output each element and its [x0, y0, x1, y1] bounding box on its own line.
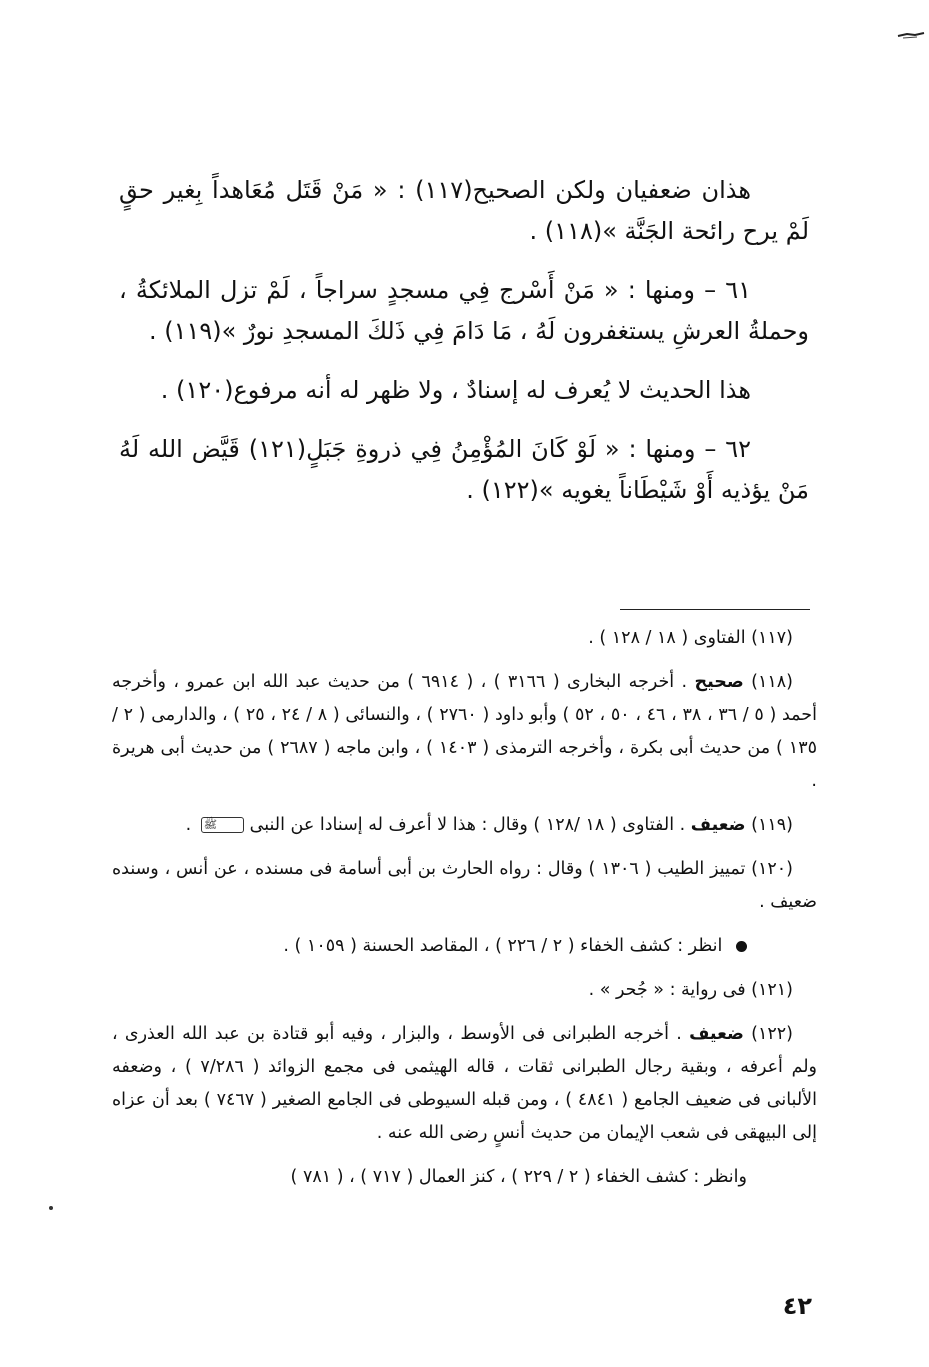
footnote-122-grade: ضعيف — [689, 1024, 744, 1044]
footnote-119-text: . الفتاوى ( ١٨ /١٢٨ ) وقال : هذا لا أعرف له إسنادا عن النبى — [249, 815, 686, 835]
paragraph-4-line-1: ٦٢ – ومنها : « لَوْ كَانَ المُؤْمِنُ فِي ذروةِ جَبَلٍ(١٢١) قَيَّض الله لَهُ مَنْ — [119, 435, 809, 504]
paragraph-1-line-2: رائحة الجَنَّة »(١١٨) . — [529, 217, 736, 245]
footnote-120-see-text: انظر : كشف الخفاء ( ٢ / ٢٢٦ ) ، المقاصد الحسنة ( ١٠٥٩ ) . — [283, 936, 723, 956]
salla-symbol: ﷺ — [201, 817, 244, 833]
footnote-122 — [112, 1018, 817, 1150]
paragraph-4-line-2: يؤذيه أَوْ شَيْطَاناً يغويه »(١٢٢) . — [466, 476, 771, 504]
scan-speck — [49, 1206, 53, 1210]
paragraph-3: هذا الحديث لا يُعرف له إسنادٌ ، ولا ظهر له أنه مرفوع(١٢٠) . — [160, 376, 751, 404]
footnote-119-end: . — [185, 815, 192, 835]
footnote-120: (١٢٠) تمييز الطيب ( ١٣٠٦ ) وقال : رواه الحارث بن أبى أسامة فى مسنده ، عن أنس ، وسنده ضعيف . — [112, 859, 817, 912]
paragraph-1 — [119, 170, 809, 252]
paragraph-2-line-1: ٦١ – ومنها : « مَنْ أَسْرج فِي مسجدٍ سراجاً ، لَمْ تزل الملائكةُ ، وحملةُ — [119, 276, 809, 345]
footnote-119-number: (١١٩) — [751, 815, 793, 835]
paragraph-4 — [119, 429, 809, 511]
footnotes — [112, 622, 817, 1205]
footnote-divider — [620, 609, 810, 610]
footnote-118 — [112, 666, 817, 798]
footnote-118-number: (١١٨) — [751, 672, 793, 692]
footnote-120-see-also — [112, 930, 817, 963]
footnote-117: (١١٧) الفتاوى ( ١٨ / ١٢٨ ) . — [588, 628, 793, 648]
scan-artifact-mark — [897, 30, 925, 40]
footnote-122-number: (١٢٢) — [751, 1024, 793, 1044]
page-number: ٤٢ — [782, 1292, 812, 1320]
paragraph-1-line-1: هذان ضعفيان ولكن الصحيح(١١٧) : « مَنْ قَتَل مُعَاهداً بِغير حقٍ لَمْ يرح — [119, 176, 809, 245]
footnote-118-grade: صحيح — [694, 672, 744, 692]
bullet-icon — [736, 941, 747, 952]
main-text — [119, 170, 809, 529]
paragraph-2 — [119, 270, 809, 352]
footnote-119-grade: ضعيف — [690, 815, 746, 835]
footnote-121: (١٢١) فى رواية : « جُحر » . — [588, 980, 793, 1000]
footnote-119 — [112, 809, 817, 842]
footnote-122-see-also: وانظر : كشف الخفاء ( ٢ / ٢٢٩ ) ، كنز العمال ( ٧١٧ ) ، ( ٧٨١ ) — [290, 1167, 747, 1187]
footnote-118-text: . أخرجه البخارى ( ٣١٦٦ ) ، ( ٦٩١٤ ) من حديث عبد الله ابن عمرو ، وأخرجه أحمد ( ٥ / ٣٦ ، ٣٨ ، ٤٦ ، ٥٠ ، ٥٢ ) وأبو داود ( ٢٧٦٠ ) ، والنسائى ( ٨ / ٢٤ ، ٢٥ ) ، والدارمى ( ٢ / ١٣٥ ) من حديث أبى بكرة ، وأخرجه الترمذى ( ١٤٠٣ ) ، وابن ماجه ( ٢٦٨٧ ) من حديث أبى هريرة . — [112, 672, 817, 791]
paragraph-2-line-2: العرشِ يستغفرون لَهُ ، مَا دَامَ فِي ذَلكَ المسجدِ نورٌ »(١١٩) . — [148, 317, 741, 345]
footnote-122-text: . أخرجه الطبرانى فى الأوسط ، والبزار ، وفيه أبو قتادة بن عبد الله العذرى ، ولم أعرفه ، وبقية رجال الطبرانى ثقات ، قاله الهيثمى فى مجمع الزوائد ( ٧/٢٨٦ ) ، وضعفه الألبانى فى ضعيف الجامع ( ٤٨٤١ ) ، ومن قبله السيوطى فى الجامع الصغير ( ٧٤٦٧ ) بعد أن عزاه إلى البيهقى فى شعب الإيمان من حديث أنسٍ رضى الله عنه . — [112, 1024, 817, 1143]
